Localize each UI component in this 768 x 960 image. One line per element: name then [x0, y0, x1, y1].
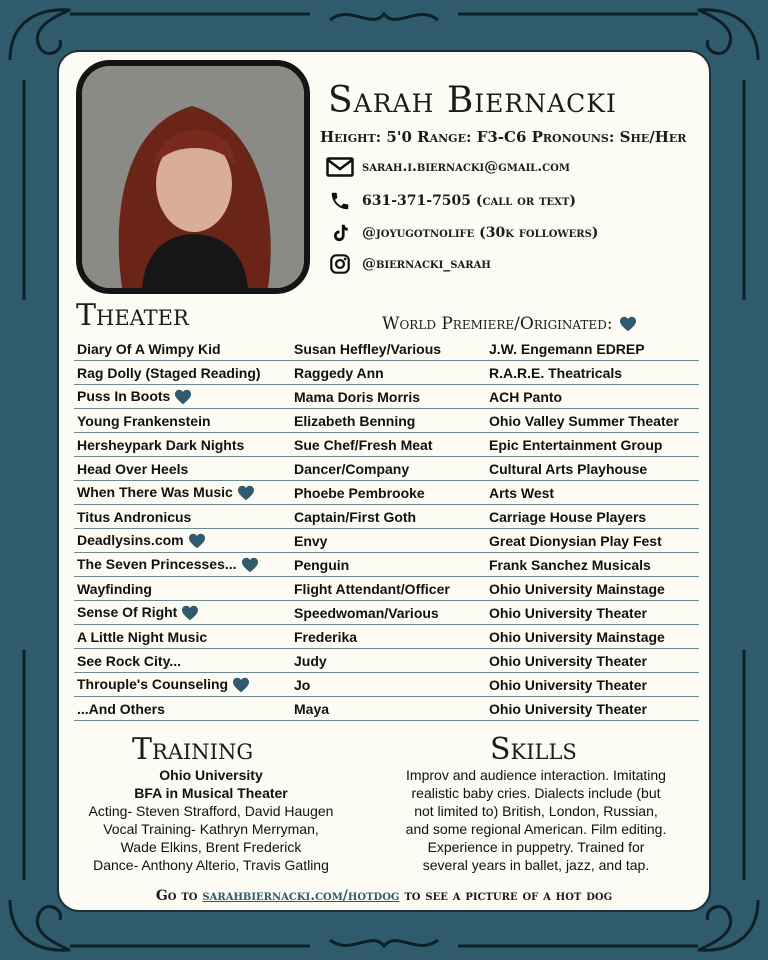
credit-company: Cultural Arts Playhouse — [486, 457, 699, 481]
table-row — [74, 481, 699, 505]
credit-show-title: Sense Of Right — [77, 603, 178, 620]
credit-show-title: A Little Night Music — [77, 628, 208, 645]
credit-show-title: Young Frankenstein — [77, 412, 211, 429]
credit-show-title: Diary Of A Wimpy Kid — [77, 340, 221, 357]
credit-show-title: Titus Andronicus — [77, 508, 192, 525]
credit-company: Ohio University Theater — [486, 601, 699, 625]
credit-role: Jo — [291, 673, 486, 697]
training-line: Acting- Steven Strafford, David Haugen — [88, 803, 334, 819]
credit-show — [74, 649, 291, 673]
training-section — [64, 766, 358, 874]
table-row — [74, 553, 699, 577]
credit-role: Sue Chef/Fresh Meat — [291, 433, 486, 457]
credit-show-title: Wayfinding — [77, 580, 152, 597]
heart-icon — [237, 556, 259, 572]
heart-icon — [177, 604, 199, 620]
credit-role: Judy — [291, 649, 486, 673]
credit-show — [74, 505, 291, 529]
credit-company: J.W. Engemann EDREP — [486, 337, 699, 361]
table-row — [74, 649, 699, 673]
credit-role: Captain/First Goth — [291, 505, 486, 529]
skills-line: several years in ballet, jazz, and tap. — [422, 857, 650, 873]
credit-role: Speedwoman/Various — [291, 601, 486, 625]
credit-role: Raggedy Ann — [291, 361, 486, 385]
tiktok-icon — [326, 222, 354, 244]
credit-company: Ohio Valley Summer Theater — [486, 409, 699, 433]
skills-line: Improv and audience interaction. Imitating — [406, 767, 666, 783]
heart-icon — [233, 484, 255, 500]
credit-show — [74, 601, 291, 625]
credit-show — [74, 673, 291, 697]
credit-role: Penguin — [291, 553, 486, 577]
credit-show-title: When There Was Music — [77, 483, 233, 500]
training-school: Ohio University — [159, 767, 263, 783]
table-row — [74, 529, 699, 553]
training-line: Vocal Training- Kathryn Merryman, — [103, 821, 319, 837]
table-row — [74, 697, 699, 721]
credit-company: ACH Panto — [486, 385, 699, 409]
table-row — [74, 457, 699, 481]
credit-company: Frank Sanchez Musicals — [486, 553, 699, 577]
credit-company: Epic Entertainment Group — [486, 433, 699, 457]
credit-show — [74, 385, 291, 409]
phone-contact[interactable] — [326, 190, 576, 212]
footer-suffix: to see a picture of a hot dog — [404, 888, 613, 904]
training-degree: BFA in Musical Theater — [134, 785, 288, 801]
credit-show — [74, 337, 291, 361]
skills-line: and some regional American. Film editing. — [405, 821, 667, 837]
credit-role: Phoebe Pembrooke — [291, 481, 486, 505]
credit-company: Great Dionysian Play Fest — [486, 529, 699, 553]
email-contact[interactable] — [326, 156, 570, 178]
credit-show — [74, 529, 291, 553]
table-row — [74, 385, 699, 409]
credit-role: Envy — [291, 529, 486, 553]
phone-icon — [326, 190, 354, 212]
table-row — [74, 577, 699, 601]
credit-show — [74, 697, 291, 721]
email-text[interactable]: sarah.i.biernacki@gmail.com — [362, 159, 570, 175]
credit-show-title: See Rock City... — [77, 652, 182, 669]
credit-company: Ohio University Theater — [486, 673, 699, 697]
credit-show-title: ...And Others — [77, 700, 165, 717]
heart-icon — [619, 316, 637, 332]
skills-line: realistic baby cries. Dialects include (but — [411, 785, 661, 801]
phone-text[interactable]: 631-371-7505 (call or text) — [362, 193, 576, 209]
heart-icon — [184, 532, 206, 548]
credit-company: Ohio University Mainstage — [486, 577, 699, 601]
credit-show — [74, 457, 291, 481]
heart-icon — [228, 676, 250, 692]
theater-credits-table — [74, 337, 699, 721]
credit-show — [74, 625, 291, 649]
table-row — [74, 337, 699, 361]
premiere-legend-label: World Premiere/Originated: — [382, 314, 613, 334]
credit-show-title: Hersheypark Dark Nights — [77, 436, 245, 453]
skills-heading: Skills — [490, 732, 577, 767]
credit-role: Mama Doris Morris — [291, 385, 486, 409]
theater-heading: Theater — [76, 298, 189, 333]
training-heading: Training — [132, 732, 254, 767]
credit-company: R.A.R.E. Theatricals — [486, 361, 699, 385]
skills-line: not limited to) British, London, Russian, — [414, 803, 658, 819]
credit-role: Maya — [291, 697, 486, 721]
credit-role: Frederika — [291, 625, 486, 649]
footer-prefix: Go to — [155, 888, 198, 904]
credit-role: Elizabeth Benning — [291, 409, 486, 433]
credit-role: Dancer/Company — [291, 457, 486, 481]
heart-icon — [170, 388, 192, 404]
credit-role: Susan Heffley/Various — [291, 337, 486, 361]
credit-show — [74, 577, 291, 601]
tiktok-contact[interactable] — [326, 222, 598, 244]
applicant-name: Sarah Biernacki — [328, 80, 617, 121]
credit-show-title: Puss In Boots — [77, 387, 171, 404]
premiere-legend — [382, 314, 637, 334]
table-row — [74, 601, 699, 625]
credit-company: Ohio University Mainstage — [486, 625, 699, 649]
credit-role: Flight Attendant/Officer — [291, 577, 486, 601]
table-row — [74, 505, 699, 529]
instagram-contact[interactable] — [326, 253, 491, 275]
instagram-icon — [326, 253, 354, 275]
credit-company: Carriage House Players — [486, 505, 699, 529]
envelope-icon — [326, 156, 354, 178]
credit-show — [74, 361, 291, 385]
table-row — [74, 409, 699, 433]
skills-section — [372, 766, 700, 874]
table-row — [74, 673, 699, 697]
credit-show-title: Head Over Heels — [77, 460, 189, 477]
credit-company: Ohio University Theater — [486, 649, 699, 673]
training-line: Dance- Anthony Alterio, Travis Gatling — [93, 857, 329, 873]
training-line: Wade Elkins, Brent Frederick — [120, 839, 302, 855]
table-row — [74, 361, 699, 385]
tiktok-text[interactable]: @joyugotnolife (30k followers) — [362, 225, 599, 241]
credit-show — [74, 553, 291, 577]
headshot-photo — [76, 60, 310, 294]
stats-line: Height: 5'0 Range: F3-C6 Pronouns: She/Her — [320, 128, 687, 146]
instagram-text[interactable]: @biernacki_sarah — [362, 256, 491, 272]
credit-show-title: Throuple's Counseling — [77, 675, 229, 692]
skills-line: Experience in puppetry. Trained for — [427, 839, 645, 855]
hotdog-link[interactable]: sarahbiernacki.com/hotdog — [202, 888, 400, 904]
credit-show — [74, 409, 291, 433]
table-row — [74, 625, 699, 649]
credit-company: Ohio University Theater — [486, 697, 699, 721]
footer-line — [0, 888, 768, 904]
credit-show — [74, 433, 291, 457]
credit-show-title: Deadlysins.com — [77, 531, 184, 548]
credit-show-title: The Seven Princesses... — [77, 555, 237, 572]
credit-show-title: Rag Dolly (Staged Reading) — [77, 364, 261, 381]
table-row — [74, 433, 699, 457]
credit-show — [74, 481, 291, 505]
credit-company: Arts West — [486, 481, 699, 505]
